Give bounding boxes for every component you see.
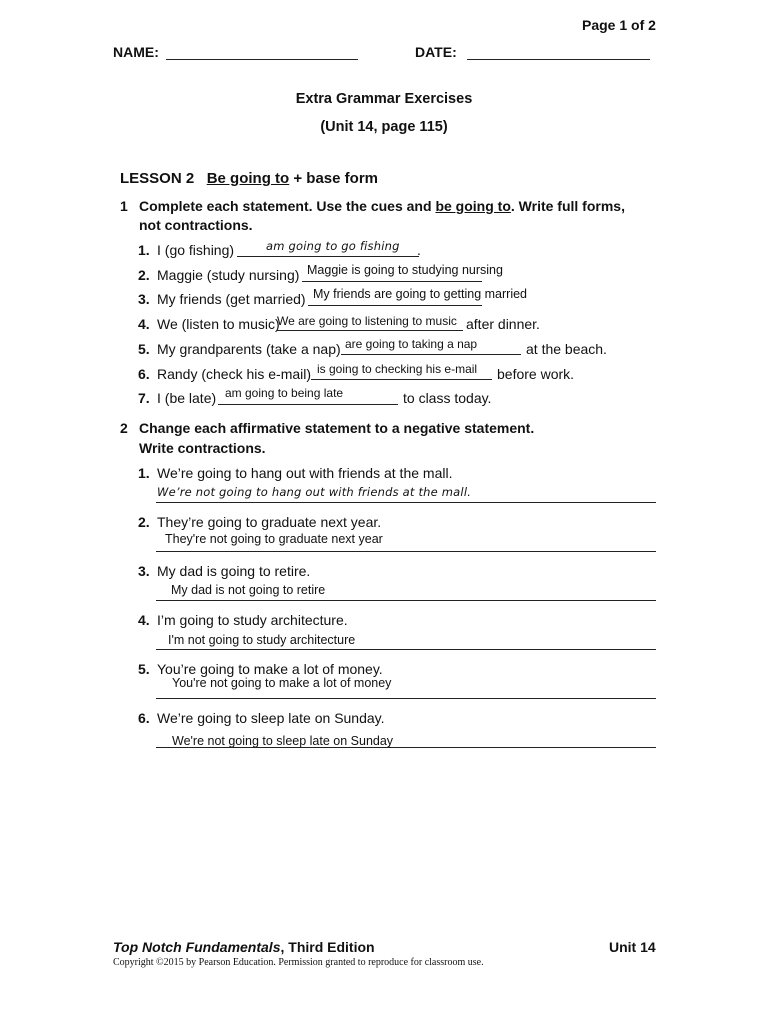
s1-item-6-after: before work.	[497, 366, 575, 382]
item-number: 3.	[138, 563, 150, 579]
lesson-topic-rest: + base form	[293, 170, 378, 187]
s2-answer-1: We’re not going to hang out with friends at the mall.	[157, 485, 472, 499]
section2-instructions: Change each affirmative statement to a negative statement.	[139, 420, 535, 436]
s2-answer-line-3[interactable]	[156, 600, 656, 601]
s1-item-2	[138, 267, 299, 283]
item-number: 4.	[138, 316, 150, 332]
lesson-label: LESSON 2	[120, 170, 195, 187]
s2-answer-6: We're not going to sleep late on Sunday	[172, 734, 394, 748]
item-cue: I (be late)	[157, 390, 217, 406]
s1-item-7-after: to class today.	[403, 390, 492, 406]
s2-item-1	[138, 465, 452, 481]
footer-book-italic: Top Notch Fundamentals	[113, 939, 281, 955]
s2-item-5	[138, 661, 383, 677]
s2-answer-5: You're not going to make a lot of money	[172, 676, 392, 690]
item-cue: My friends (get married)	[157, 291, 306, 307]
s1-answer-7: am going to being late	[225, 386, 344, 400]
section1-instr-a: Complete each statement. Use the cues and	[139, 198, 436, 214]
s1-answer-line-5[interactable]	[341, 354, 521, 355]
item-number: 4.	[138, 612, 150, 628]
item-number: 7.	[138, 390, 150, 406]
date-label: DATE:	[415, 44, 457, 60]
item-prompt: My dad is going to retire.	[157, 563, 311, 579]
s1-item-3	[138, 291, 306, 307]
s1-item-5-after: at the beach.	[526, 341, 607, 357]
footer-copyright: Copyright ©2015 by Pearson Education. Permission granted to reproduce for classroom use.	[113, 957, 484, 968]
item-number: 5.	[138, 341, 150, 357]
item-prompt: We’re going to sleep late on Sunday.	[157, 710, 385, 726]
page-number: Page 1 of 2	[582, 17, 656, 33]
name-blank[interactable]	[166, 59, 358, 60]
section1-instr-underlined: be going to	[435, 198, 511, 214]
s1-item-7	[138, 390, 216, 406]
s1-answer-line-1[interactable]	[237, 256, 419, 257]
item-number: 1.	[138, 465, 150, 481]
section1-number: 1	[120, 198, 128, 214]
footer-book-rest: , Third Edition	[280, 939, 375, 955]
s1-answer-line-3[interactable]	[308, 305, 482, 306]
s1-item-1	[138, 242, 234, 258]
item-cue: Maggie (study nursing)	[157, 267, 300, 283]
item-number: 5.	[138, 661, 150, 677]
item-prompt: You’re going to make a lot of money.	[157, 661, 383, 677]
s2-item-2	[138, 514, 381, 530]
item-number: 3.	[138, 291, 150, 307]
s1-answer-1: am going to go fishing	[266, 239, 400, 253]
page-subtitle: (Unit 14, page 115)	[320, 119, 448, 135]
s1-answer-line-7[interactable]	[218, 404, 398, 405]
s1-answer-4: We are going to listening to music	[277, 314, 457, 328]
s2-answer-line-5[interactable]	[156, 698, 656, 699]
item-number: 2.	[138, 267, 150, 283]
s1-item-5	[138, 341, 341, 357]
s1-answer-2: Maggie is going to studying nursing	[307, 263, 503, 277]
item-number: 1.	[138, 242, 150, 258]
s2-answer-4: I'm not going to study architecture	[168, 633, 356, 647]
s2-answer-line-2[interactable]	[156, 551, 656, 552]
item-number: 2.	[138, 514, 150, 530]
item-cue: Randy (check his e-mail)	[157, 366, 312, 382]
item-number: 6.	[138, 366, 150, 382]
s2-item-4	[138, 612, 348, 628]
footer-book-title	[113, 939, 375, 955]
footer-unit: Unit 14	[609, 939, 656, 955]
section2-instructions-line2: Write contractions.	[139, 440, 266, 456]
s1-answer-6: is going to checking his e-mail	[317, 362, 478, 376]
s2-answer-line-6[interactable]	[156, 747, 656, 748]
item-number: 6.	[138, 710, 150, 726]
s1-item-4-after: after dinner.	[466, 316, 540, 332]
lesson-topic-underlined: Be going to	[206, 170, 290, 187]
section2-number: 2	[120, 420, 128, 436]
page-title: Extra Grammar Exercises	[295, 91, 473, 107]
s2-answer-line-1[interactable]	[156, 502, 656, 503]
lesson-heading	[120, 170, 378, 187]
s1-item-4	[138, 316, 280, 332]
item-cue: We (listen to music)	[157, 316, 280, 332]
s1-answer-3: My friends are going to getting married	[313, 287, 527, 301]
s1-answer-line-4[interactable]	[277, 330, 463, 331]
section1-instructions-line2: not contractions.	[139, 217, 253, 233]
item-cue: My grandparents (take a nap)	[157, 341, 341, 357]
item-prompt: I’m going to study architecture.	[157, 612, 348, 628]
s2-answer-2: They're not going to graduate next year	[165, 532, 383, 546]
s2-item-3	[138, 563, 310, 579]
item-prompt: We’re going to hang out with friends at the mall.	[157, 465, 453, 481]
section1-instr-b: . Write full forms,	[510, 198, 625, 214]
name-label: NAME:	[113, 44, 159, 60]
s1-item-6	[138, 366, 311, 382]
section1-instructions	[139, 198, 625, 214]
s2-answer-line-4[interactable]	[156, 649, 656, 650]
s2-item-6	[138, 710, 385, 726]
s2-answer-3: My dad is not going to retire	[171, 583, 326, 597]
s1-item-1-after: .	[417, 242, 421, 258]
s1-answer-line-6[interactable]	[311, 379, 492, 380]
date-blank[interactable]	[467, 59, 650, 60]
s1-answer-line-2[interactable]	[302, 281, 482, 282]
item-prompt: They’re going to graduate next year.	[157, 514, 382, 530]
item-cue: I (go fishing)	[157, 242, 235, 258]
s1-answer-5: are going to taking a nap	[345, 337, 478, 351]
